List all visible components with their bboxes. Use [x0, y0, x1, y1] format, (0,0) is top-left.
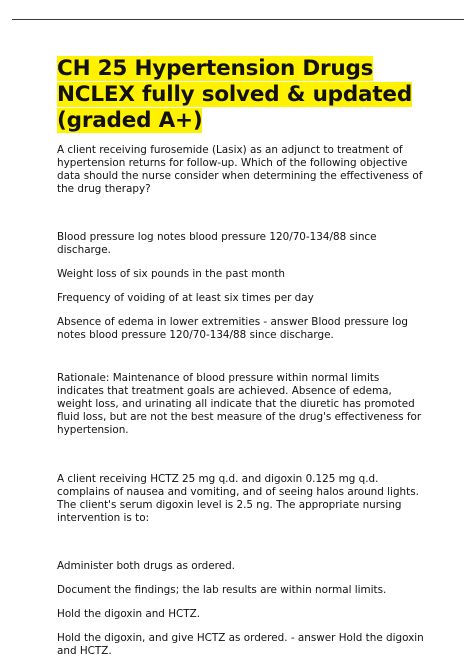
question-1-rationale: Rationale: Maintenance of blood pressure within normal limits indicates that treatment goals are achieved. Absence of edema, weight loss, and urinating all indicate that the diuretic has promoted fluid loss, but are not the best measure of the drug's effectiveness for hypertension.	[57, 372, 422, 436]
question-2-option-d: Hold the digoxin, and give HCTZ as ordered. - answer Hold the digoxin and HCTZ.	[57, 632, 424, 657]
document-content	[57, 56, 427, 658]
question-2-options	[57, 560, 427, 658]
top-divider	[12, 19, 464, 20]
question-2-option-a: Administer both drugs as ordered.	[57, 560, 235, 572]
question-1-option-d: Absence of edema in lower extremities - answer Blood pressure log notes blood pressure 120/70-134/88 since discharge.	[57, 316, 408, 341]
question-2-option-c: Hold the digoxin and HCTZ.	[57, 608, 201, 620]
question-2-stem: A client receiving HCTZ 25 mg q.d. and digoxin 0.125 mg q.d. complains of nausea and vomiting, and of seeing halos around lights. The client's serum digoxin level is 2.5 ng. The appropriate nursing intervention is to:	[57, 473, 419, 524]
document-title	[57, 56, 427, 134]
question-2-option-b: Document the findings; the lab results are within normal limits.	[57, 584, 387, 596]
title-highlight: CH 25 Hypertension Drugs NCLEX fully solved & updated (graded A+)	[57, 56, 413, 133]
question-1-stem: A client receiving furosemide (Lasix) as an adjunct to treatment of hypertension returns for follow-up. Which of the following objective data should the nurse consider when determining the effectiveness of the drug therapy?	[57, 144, 423, 195]
question-1-option-a: Blood pressure log notes blood pressure 120/70-134/88 since discharge.	[57, 231, 377, 256]
question-1-options	[57, 231, 427, 342]
question-1-option-b: Weight loss of six pounds in the past month	[57, 268, 285, 280]
question-1-option-c: Frequency of voiding of at least six times per day	[57, 292, 314, 304]
